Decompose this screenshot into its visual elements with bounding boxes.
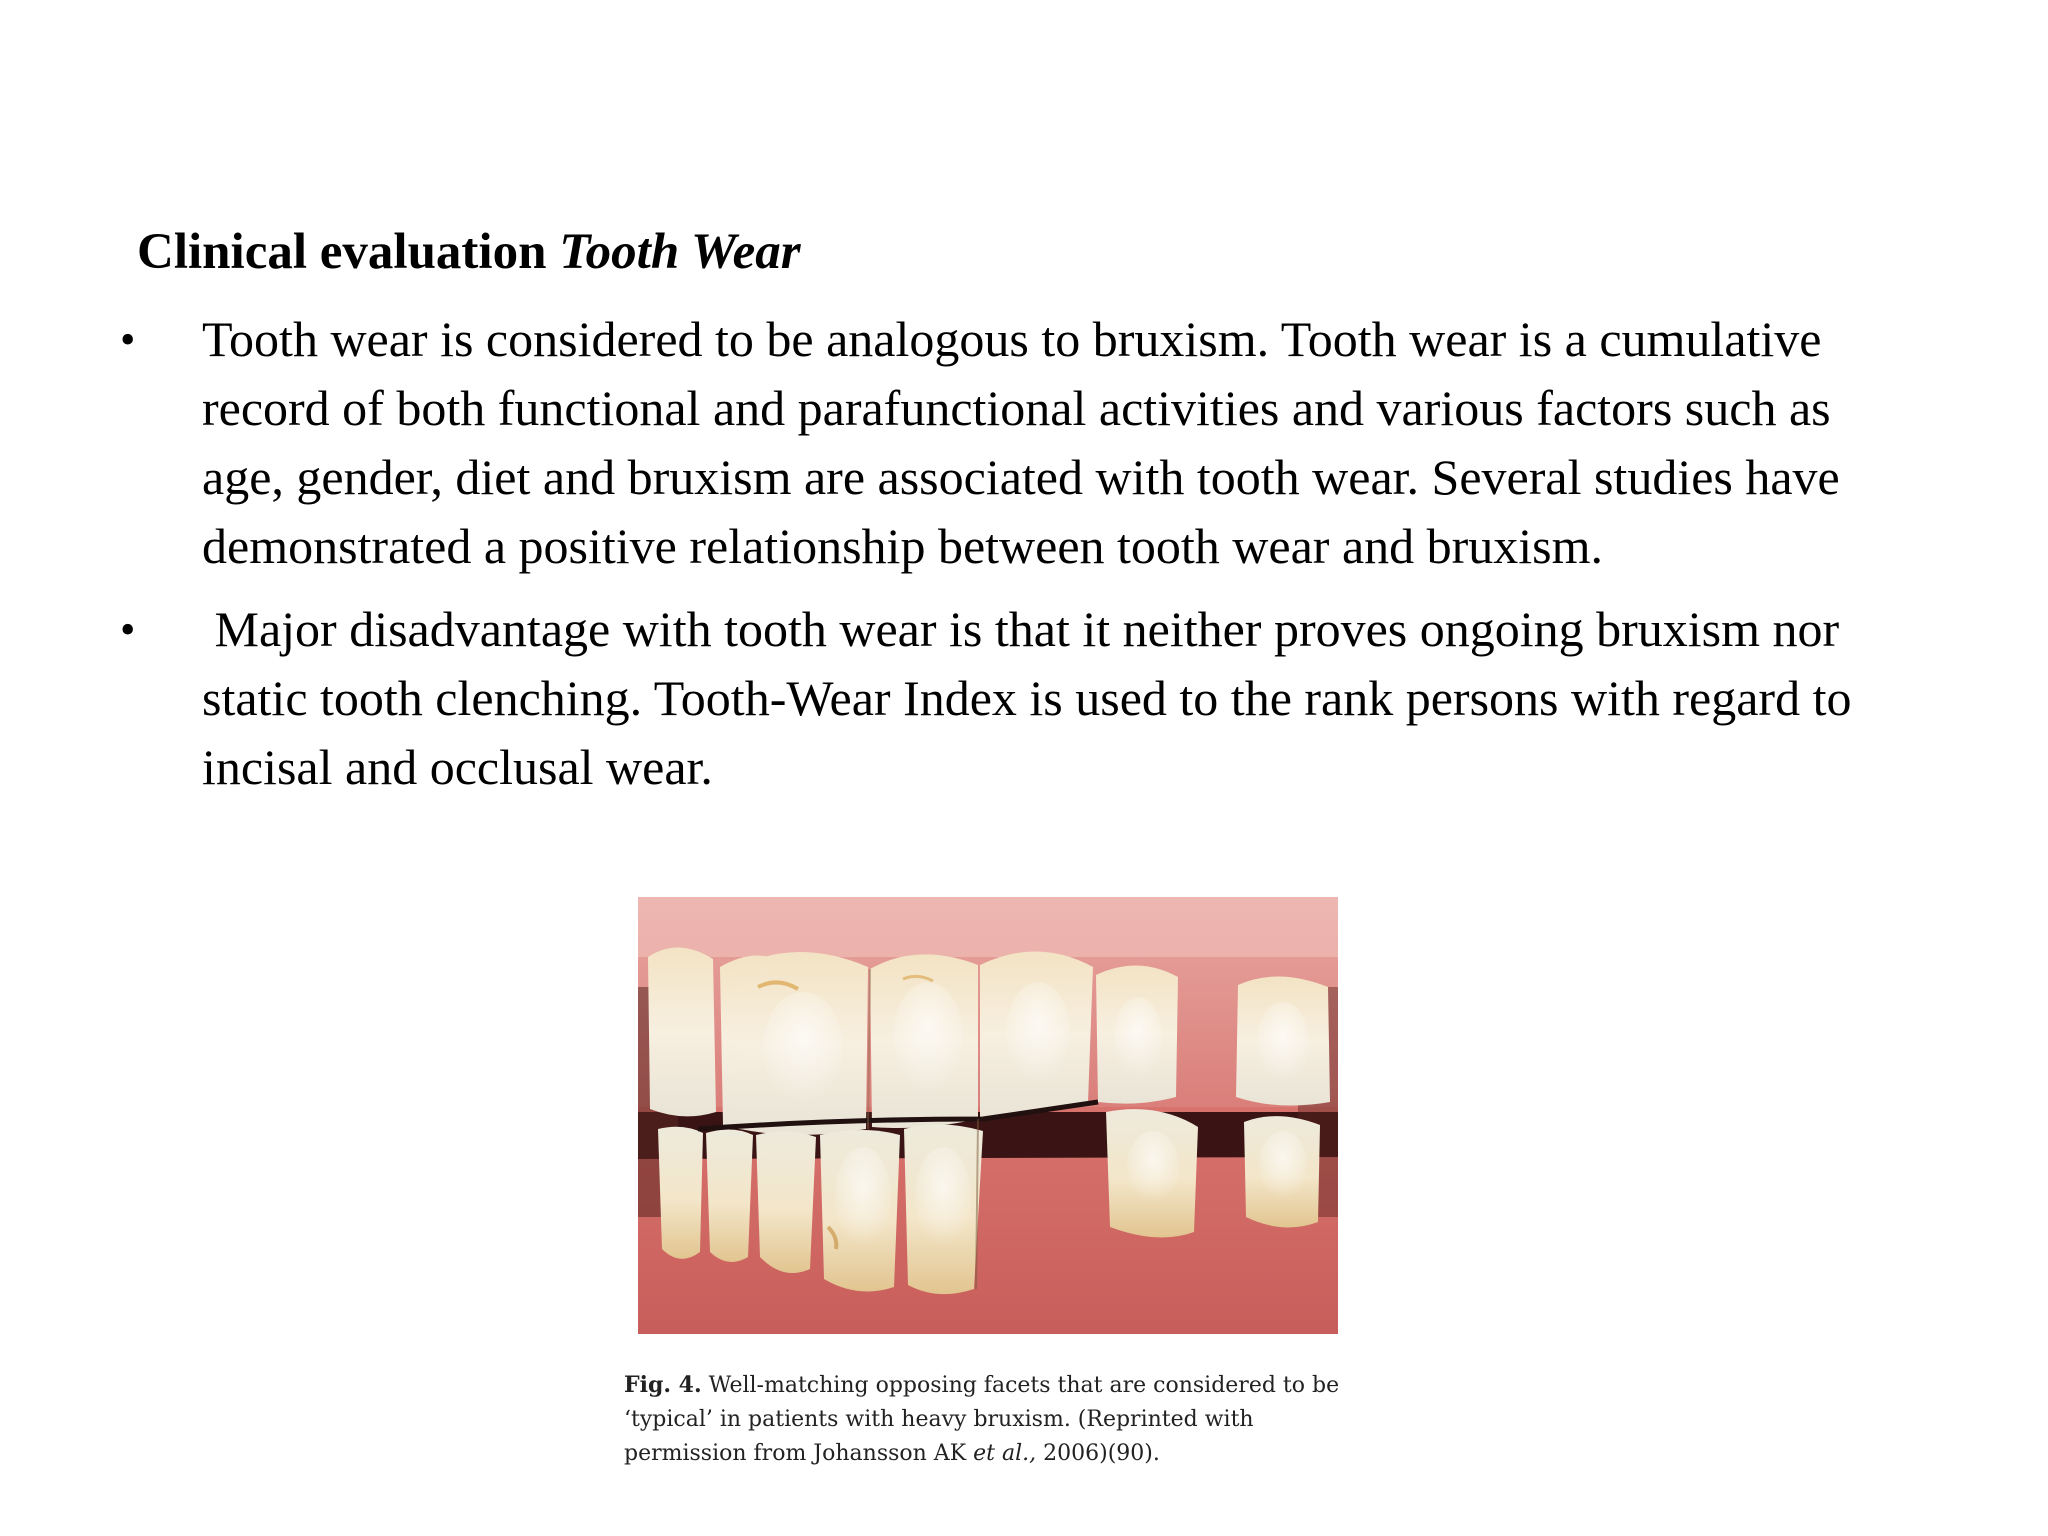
bullet-text: Tooth wear is considered to be analogous to bruxism. Tooth wear is a cumulative record of both functional and parafunctional activities and various factors such as age, gender, diet and bruxism are associated with tooth wear. Several studies have demonstrated a positive relationship between tooth wear and bruxism. [202, 311, 1840, 574]
slide-heading [137, 222, 801, 282]
heading-italic: Tooth Wear [559, 224, 801, 280]
bullet-item-2 [120, 595, 1900, 802]
bullet-text: Major disadvantage with tooth wear is that it neither proves ongoing bruxism nor static tooth clenching. Tooth-Wear Index is used to the rank persons with regard to incisal and occlusal wear. [202, 601, 1864, 795]
caption-etal: et al., [973, 1441, 1037, 1466]
heading-bold: Clinical evaluation [137, 224, 560, 280]
figure-caption [624, 1368, 1364, 1471]
bullet-marker: • [120, 315, 136, 364]
caption-text: Well-matching opposing facets that are considered to be ‘typical’ in patients with heavy bruxism. (Reprinted with permission from Johansson AK [624, 1373, 1340, 1466]
bullet-item-1 [120, 305, 1900, 581]
bullet-marker: • [120, 605, 136, 654]
bullet-list [120, 305, 1900, 802]
teeth-illustration [638, 897, 1338, 1334]
teeth-photo [638, 897, 1338, 1334]
caption-label: Fig. 4. [624, 1372, 702, 1398]
caption-end: 2006)(90). [1036, 1441, 1160, 1466]
